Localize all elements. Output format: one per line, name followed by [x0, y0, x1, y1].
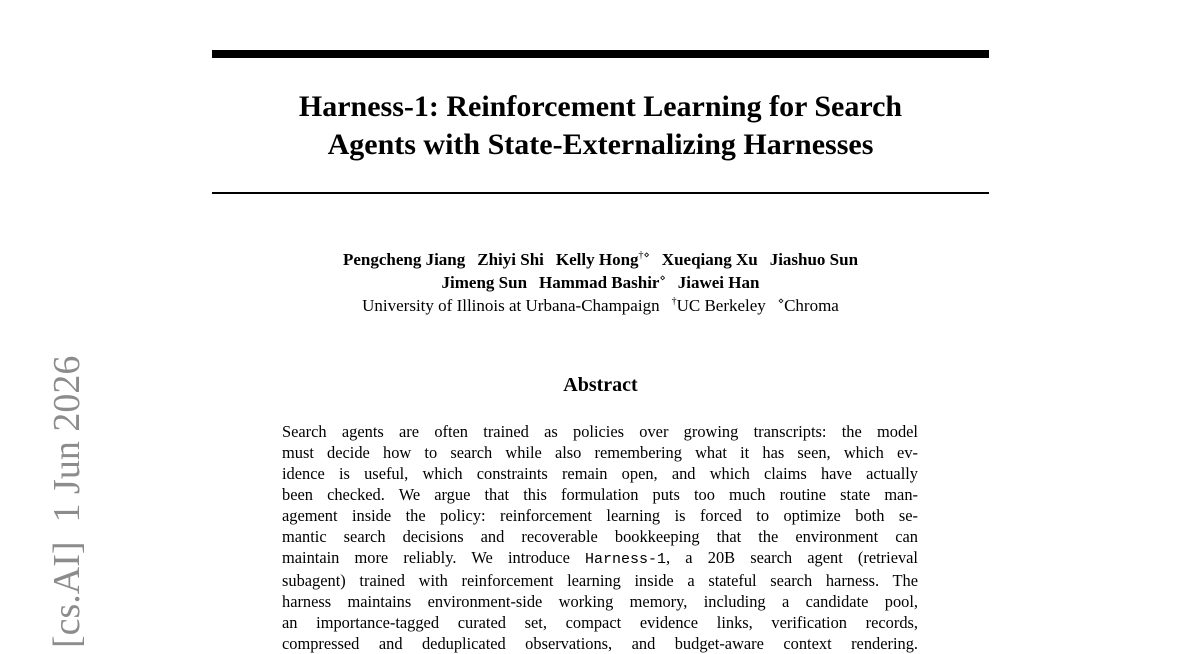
author-name: Jiawei Han [677, 273, 760, 292]
author-name: Jiashuo Sun [769, 250, 859, 269]
abstract-line: Search agents are often trained as policies over growing transcripts: the model [282, 422, 918, 441]
author-line-1 [212, 248, 989, 271]
abstract-body [282, 421, 918, 654]
paper-title-line-1: Harness-1: Reinforcement Learning for Search [298, 90, 903, 123]
affiliation-marks: ⋄ [659, 273, 666, 284]
abstract-line: harness maintains environment-side working memory, including a candidate pool, [282, 592, 918, 611]
abstract-line: mantic search decisions and recoverable bookkeeping that the environment can [282, 527, 918, 546]
author-name: Kelly Hong [555, 250, 639, 269]
author-name: Zhiyi Shi [477, 250, 544, 269]
title-bottom-rule [212, 192, 989, 194]
affiliation-mark: † [671, 296, 677, 307]
arxiv-margin-stamp: [cs.AI] 1 Jun 2026 [46, 355, 88, 648]
affiliation-line [212, 294, 989, 317]
abstract-line: must decide how to search while also remembering what it has seen, which ev- [282, 443, 918, 462]
abstract-line-text: maintain more reliably. We introduce [282, 548, 586, 567]
author-name: Xueqiang Xu [661, 250, 758, 269]
abstract-line: compressed and deduplicated observations, and budget-aware context rendering. [282, 634, 918, 653]
author-name: Hammad Bashir [539, 273, 660, 292]
abstract-line-text: , a 20B search agent (retrieval [666, 548, 918, 567]
title-top-rule [212, 50, 989, 58]
abstract-line: an importance-tagged curated set, compact evidence links, verification records, [282, 613, 918, 632]
abstract-line: subagent) trained with reinforcement learning inside a stateful search harness. The [282, 571, 918, 590]
abstract-heading: Abstract [563, 374, 638, 396]
paper-title [212, 88, 989, 164]
author-block [212, 248, 989, 317]
affiliation-marks: †⋄ [638, 250, 650, 261]
abstract-line [282, 547, 918, 570]
affiliation-chroma: Chroma [784, 296, 839, 315]
abstract-line: been checked. We argue that this formulation puts too much routine state man- [282, 485, 918, 504]
author-name: Pengcheng Jiang [342, 250, 466, 269]
affiliation-mark: ⋄ [777, 296, 785, 307]
affiliation-uiuc: University of Illinois at Urbana-Champaign [362, 296, 660, 315]
author-line-2 [212, 271, 989, 294]
paper-title-line-2: Agents with State-Externalizing Harnesses [327, 128, 874, 161]
abstract-line: agement inside the policy: reinforcement learning is forced to optimize both se- [282, 506, 918, 525]
abstract-line: idence is useful, which constraints remain open, and which claims have actually [282, 464, 918, 483]
model-name-code: Harness-1 [585, 551, 667, 568]
author-name: Jimeng Sun [441, 273, 528, 292]
affiliation-berkeley: UC Berkeley [676, 296, 766, 315]
